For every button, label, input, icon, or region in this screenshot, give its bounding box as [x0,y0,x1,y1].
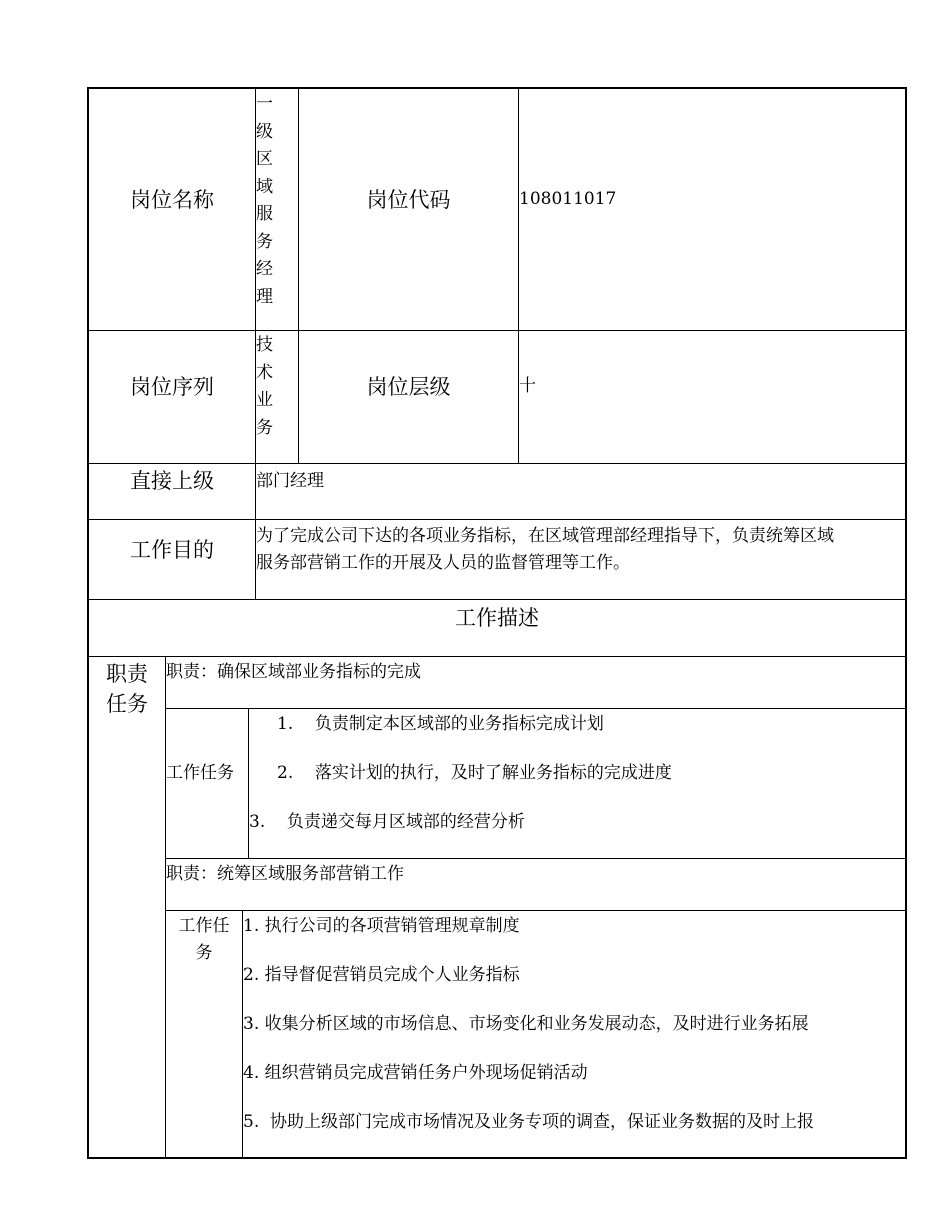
duty-1-task-1: 1. 负责制定本区域部的业务指标完成计划 [277,714,604,734]
duty-1-task-3: 3. 负责递交每月区域部的经营分析 [249,812,525,832]
duty-2-task-1: 1. 执行公司的各项营销管理规章制度 [243,916,520,936]
post-seq-value: 技术业务 [256,335,273,438]
rule-after-duty1-title [165,708,907,709]
purpose-line-2: 服务部营销工作的开展及人员的监督管理等工作。 [256,553,630,573]
duty-2-task-label-line-2: 务 [195,943,213,963]
border-bottom [87,1157,907,1159]
border-top [87,87,907,89]
post-code-value: 108011017 [519,189,617,209]
post-level-label: 岗位层级 [366,375,451,399]
duty-1-task-label: 工作任务 [166,763,234,783]
post-name-label: 岗位名称 [130,188,214,212]
duty-2-title: 职责：统筹区域服务部营销工作 [166,864,404,884]
rule-after-row2 [87,463,907,464]
col-duty-label [165,656,166,1159]
rule-after-purpose [87,599,907,600]
purpose-line-1: 为了完成公司下达的各项业务指标，在区域管理部经理指导下，负责统筹区域 [256,526,834,546]
rule-after-supervisor [87,519,907,520]
rule-after-duty1-tasks [165,858,907,859]
post-seq-label: 岗位序列 [130,375,214,399]
section-title: 工作描述 [455,606,539,630]
duty-label-line-1: 职责 [106,662,148,686]
col-after-label2 [518,87,519,464]
supervisor-label: 直接上级 [130,469,214,493]
duty-1-title: 职责：确保区域部业务指标的完成 [166,662,421,682]
col-after-value-narrow [298,87,299,464]
post-code-label: 岗位代码 [366,188,451,212]
border-right [905,87,907,1159]
duty-1-task-2: 2. 落实计划的执行，及时了解业务指标的完成进度 [277,763,672,783]
duty-2-task-5: 5. 协助上级部门完成市场情况及业务专项的调查，保证业务数据的及时上报 [243,1112,815,1132]
duty-2-task-2: 2. 指导督促营销员完成个人业务指标 [243,965,520,985]
purpose-label: 工作目的 [130,538,214,562]
rule-after-row1 [87,330,907,331]
post-name-value: 一级区域服务经理 [256,94,273,307]
post-level-value: 十 [519,376,536,396]
col-duty1-task-label [248,708,249,859]
duty-2-task-4: 4. 组织营销员完成营销任务户外现场促销活动 [243,1063,588,1083]
duty-2-task-3: 3. 收集分析区域的市场信息、市场变化和业务发展动态，及时进行业务拓展 [243,1014,809,1034]
rule-after-duty2-title [165,910,907,911]
duty-2-task-label-line-1: 工作任 [178,916,230,936]
rule-after-section-title [87,656,907,657]
supervisor-value: 部门经理 [256,471,324,491]
duty-label-line-2: 任务 [106,692,148,716]
